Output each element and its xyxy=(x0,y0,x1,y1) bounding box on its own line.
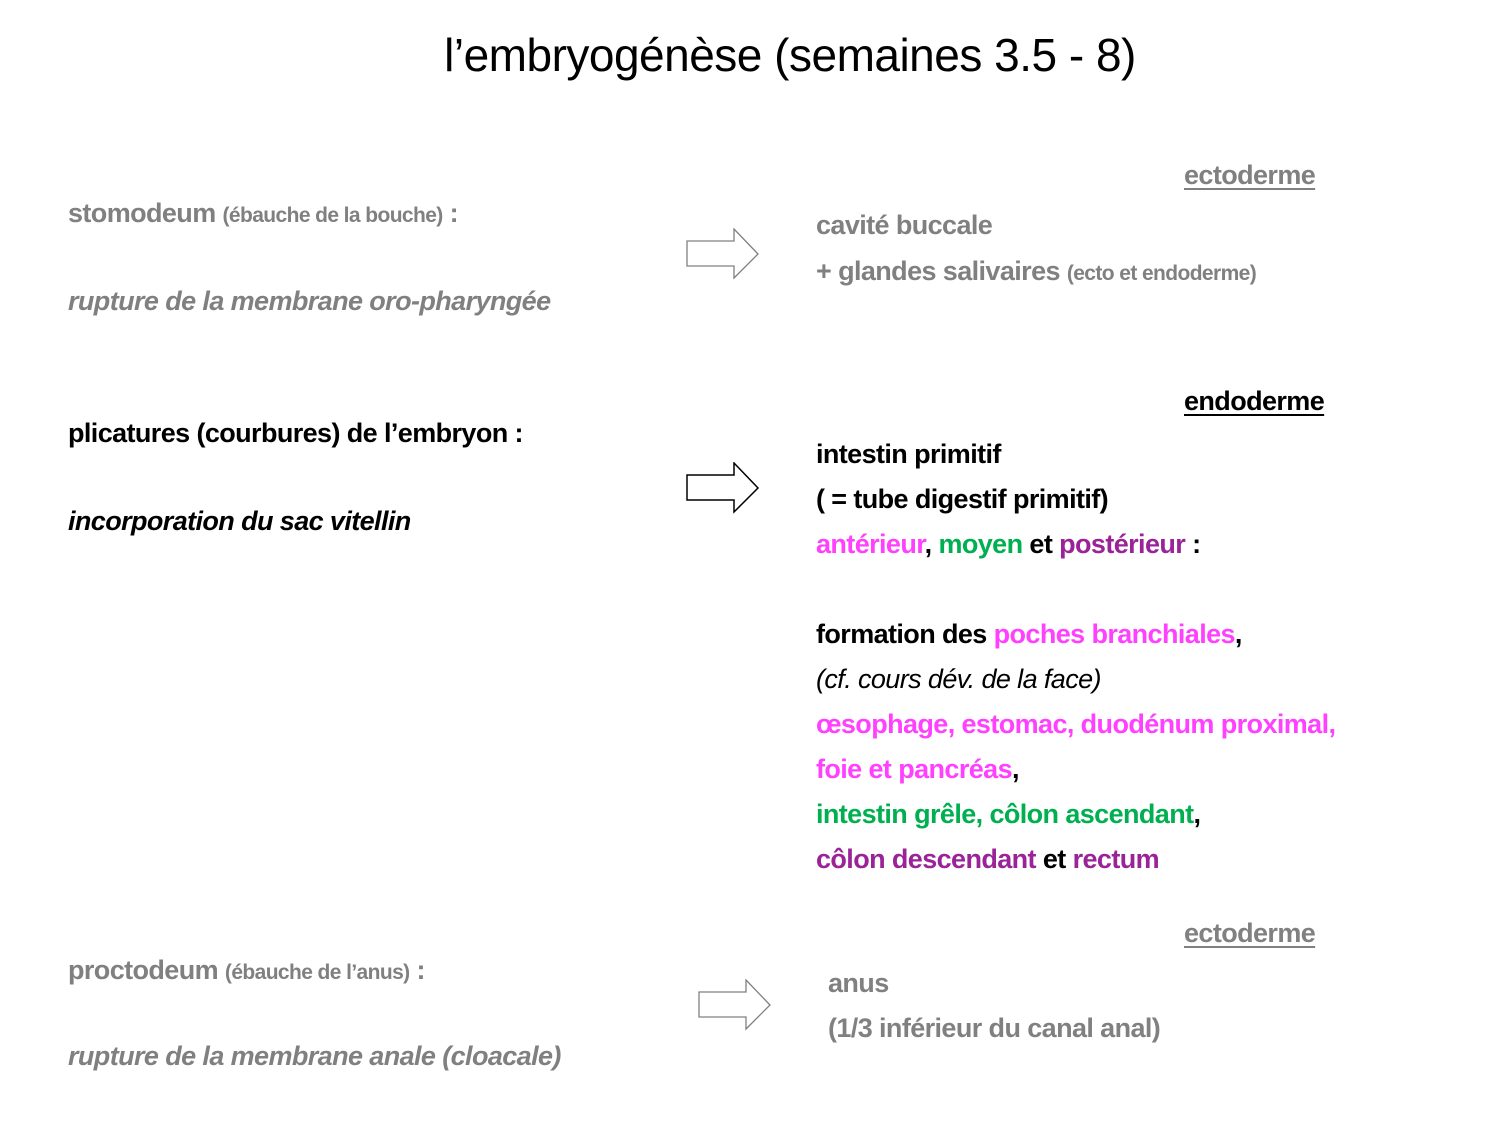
proctodeum-result-1: anus xyxy=(828,968,889,998)
stomodeum-note: (ébauche de la bouche) xyxy=(222,204,443,227)
separator: et xyxy=(1022,529,1060,559)
stomodeum-heading xyxy=(68,200,458,227)
stomodeum-result-2-note: (ecto et endoderme) xyxy=(1066,262,1257,285)
slide-title: l’embryogénèse (semaines 3.5 - 8) xyxy=(444,29,1136,81)
plicatures-line-9 xyxy=(816,846,1159,873)
separator: , xyxy=(1012,754,1019,784)
foregut-organs: foie et pancréas xyxy=(816,754,1012,784)
plicatures-line-7 xyxy=(816,756,1019,783)
separator: , xyxy=(1234,619,1242,649)
midgut-organs: intestin grêle, côlon ascendant xyxy=(816,799,1194,829)
plicatures-line-2: ( = tube digestif primitif) xyxy=(816,484,1109,514)
plicatures-line-8 xyxy=(816,801,1200,828)
proctodeum-layer: ectoderme xyxy=(1184,918,1316,948)
separator: et xyxy=(1035,844,1073,874)
proctodeum-event: rupture de la membrane anale (cloacale) xyxy=(68,1041,561,1071)
separator: : xyxy=(1185,529,1201,559)
pharyngeal-pouches: poches branchiales xyxy=(993,619,1235,649)
separator: , xyxy=(1193,799,1201,829)
right-arrow-icon xyxy=(686,462,760,514)
separator: , xyxy=(924,529,939,559)
proctodeum-colon: : xyxy=(409,955,425,985)
proctodeum-heading xyxy=(68,957,425,984)
stomodeum-result-1: cavité buccale xyxy=(816,210,993,240)
plicatures-layer: endoderme xyxy=(1184,386,1325,416)
proctodeum-result-2: (1/3 inférieur du canal anal) xyxy=(828,1013,1161,1043)
stomodeum-result-2 xyxy=(816,258,1256,285)
proctodeum-note: (ébauche de l’anus) xyxy=(224,961,410,984)
formation-text: formation des xyxy=(816,619,994,649)
proctodeum-term: proctodeum xyxy=(68,955,219,985)
stomodeum-term: stomodeum xyxy=(68,198,216,228)
plicatures-line-5: (cf. cours dév. de la face) xyxy=(816,664,1101,694)
middle-label: moyen xyxy=(938,529,1023,559)
hindgut-organ-2: rectum xyxy=(1072,844,1160,874)
right-arrow-icon xyxy=(698,979,772,1031)
right-arrow-icon xyxy=(686,228,760,280)
stomodeum-event: rupture de la membrane oro-pharyngée xyxy=(68,286,551,316)
stomodeum-colon: : xyxy=(442,198,458,228)
stomodeum-layer: ectoderme xyxy=(1184,160,1316,190)
plicatures-heading: plicatures (courbures) de l’embryon : xyxy=(68,418,523,448)
stomodeum-result-2-text: + glandes salivaires xyxy=(816,256,1060,286)
plicatures-line-1: intestin primitif xyxy=(816,439,1001,469)
plicatures-event: incorporation du sac vitellin xyxy=(68,506,411,536)
plicatures-line-3 xyxy=(816,531,1200,558)
posterior-label: postérieur xyxy=(1059,529,1186,559)
anterior-label: antérieur xyxy=(816,529,925,559)
plicatures-line-6: œsophage, estomac, duodénum proximal, xyxy=(816,709,1336,739)
hindgut-organ-1: côlon descendant xyxy=(816,844,1036,874)
plicatures-line-4 xyxy=(816,621,1242,648)
